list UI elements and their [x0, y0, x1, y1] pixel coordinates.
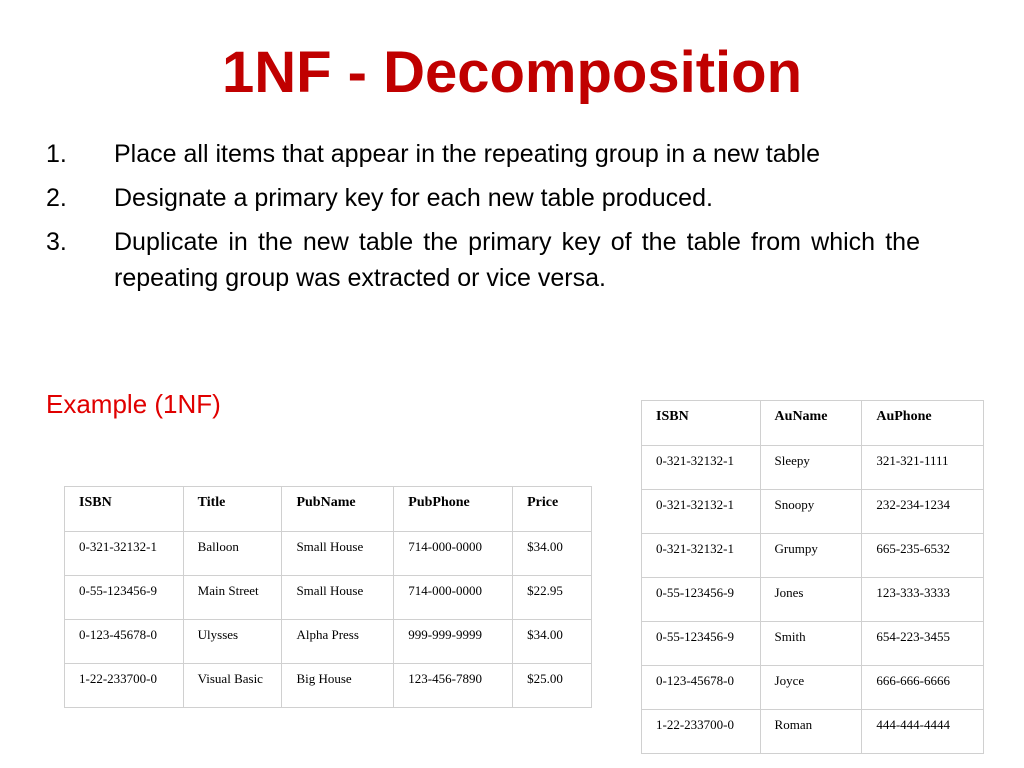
- table-cell: Small House: [282, 576, 394, 620]
- table-cell: 714-000-0000: [394, 576, 513, 620]
- table-row: [642, 578, 984, 622]
- step-item: [46, 224, 920, 296]
- table-cell: 654-223-3455: [862, 622, 984, 666]
- table-row: [642, 534, 984, 578]
- step-number: 1.: [46, 140, 67, 168]
- table-cell: 123-333-3333: [862, 578, 984, 622]
- example-heading: Example (1NF): [46, 389, 221, 419]
- column-header: ISBN: [65, 487, 184, 532]
- table-header-row: [642, 401, 984, 446]
- table-cell: Sleepy: [760, 446, 862, 490]
- table-cell: 0-321-32132-1: [642, 534, 761, 578]
- table-cell: 123-456-7890: [394, 664, 513, 708]
- slide-title: 1NF - Decomposition: [221, 40, 803, 105]
- step-item: [46, 180, 920, 216]
- step-text: Designate a primary key for each new table produced.: [114, 184, 713, 212]
- column-header: Title: [183, 487, 282, 532]
- table-row: [642, 446, 984, 490]
- table-cell: Roman: [760, 710, 862, 754]
- step-item: [46, 136, 920, 172]
- table-row: [642, 666, 984, 710]
- author-table: [641, 400, 984, 754]
- table-row: [65, 576, 592, 620]
- column-header: PubName: [282, 487, 394, 532]
- table-cell: Alpha Press: [282, 620, 394, 664]
- table-cell: 0-321-32132-1: [642, 446, 761, 490]
- table-cell: 321-321-1111: [862, 446, 984, 490]
- book-table: [64, 486, 592, 708]
- table-cell: $25.00: [513, 664, 592, 708]
- table-cell: 0-55-123456-9: [642, 622, 761, 666]
- table-cell: Snoopy: [760, 490, 862, 534]
- table-cell: Joyce: [760, 666, 862, 710]
- table-cell: 0-123-45678-0: [642, 666, 761, 710]
- table-row: [65, 532, 592, 576]
- table-cell: Visual Basic: [183, 664, 282, 708]
- table-row: [65, 620, 592, 664]
- table-cell: Balloon: [183, 532, 282, 576]
- table-cell: 0-55-123456-9: [642, 578, 761, 622]
- table-header-row: [65, 487, 592, 532]
- step-text: Place all items that appear in the repeating group in a new table: [114, 140, 821, 168]
- table-cell: Main Street: [183, 576, 282, 620]
- table-cell: Grumpy: [760, 534, 862, 578]
- table-cell: 999-999-9999: [394, 620, 513, 664]
- steps-list: [46, 136, 920, 304]
- table-cell: 0-321-32132-1: [65, 532, 184, 576]
- table-cell: 1-22-233700-0: [642, 710, 761, 754]
- table-cell: 665-235-6532: [862, 534, 984, 578]
- table-cell: 714-000-0000: [394, 532, 513, 576]
- column-header: AuPhone: [862, 401, 984, 446]
- table-row: [642, 490, 984, 534]
- table-cell: 1-22-233700-0: [65, 664, 184, 708]
- table-cell: $34.00: [513, 532, 592, 576]
- table-cell: Ulysses: [183, 620, 282, 664]
- table-cell: Smith: [760, 622, 862, 666]
- table-cell: $22.95: [513, 576, 592, 620]
- table-cell: 232-234-1234: [862, 490, 984, 534]
- table-cell: $34.00: [513, 620, 592, 664]
- column-header: AuName: [760, 401, 862, 446]
- step-text: Duplicate in the new table the primary key of the table from which the repeating group was extracted or vice versa.: [114, 228, 920, 292]
- column-header: Price: [513, 487, 592, 532]
- column-header: ISBN: [642, 401, 761, 446]
- table-cell: 666-666-6666: [862, 666, 984, 710]
- table-cell: Jones: [760, 578, 862, 622]
- table-cell: 0-55-123456-9: [65, 576, 184, 620]
- step-number: 3.: [46, 228, 67, 256]
- table-cell: 444-444-4444: [862, 710, 984, 754]
- column-header: PubPhone: [394, 487, 513, 532]
- table-cell: Big House: [282, 664, 394, 708]
- table-row: [642, 710, 984, 754]
- table-cell: 0-321-32132-1: [642, 490, 761, 534]
- table-row: [642, 622, 984, 666]
- table-row: [65, 664, 592, 708]
- table-cell: Small House: [282, 532, 394, 576]
- table-cell: 0-123-45678-0: [65, 620, 184, 664]
- step-number: 2.: [46, 184, 67, 212]
